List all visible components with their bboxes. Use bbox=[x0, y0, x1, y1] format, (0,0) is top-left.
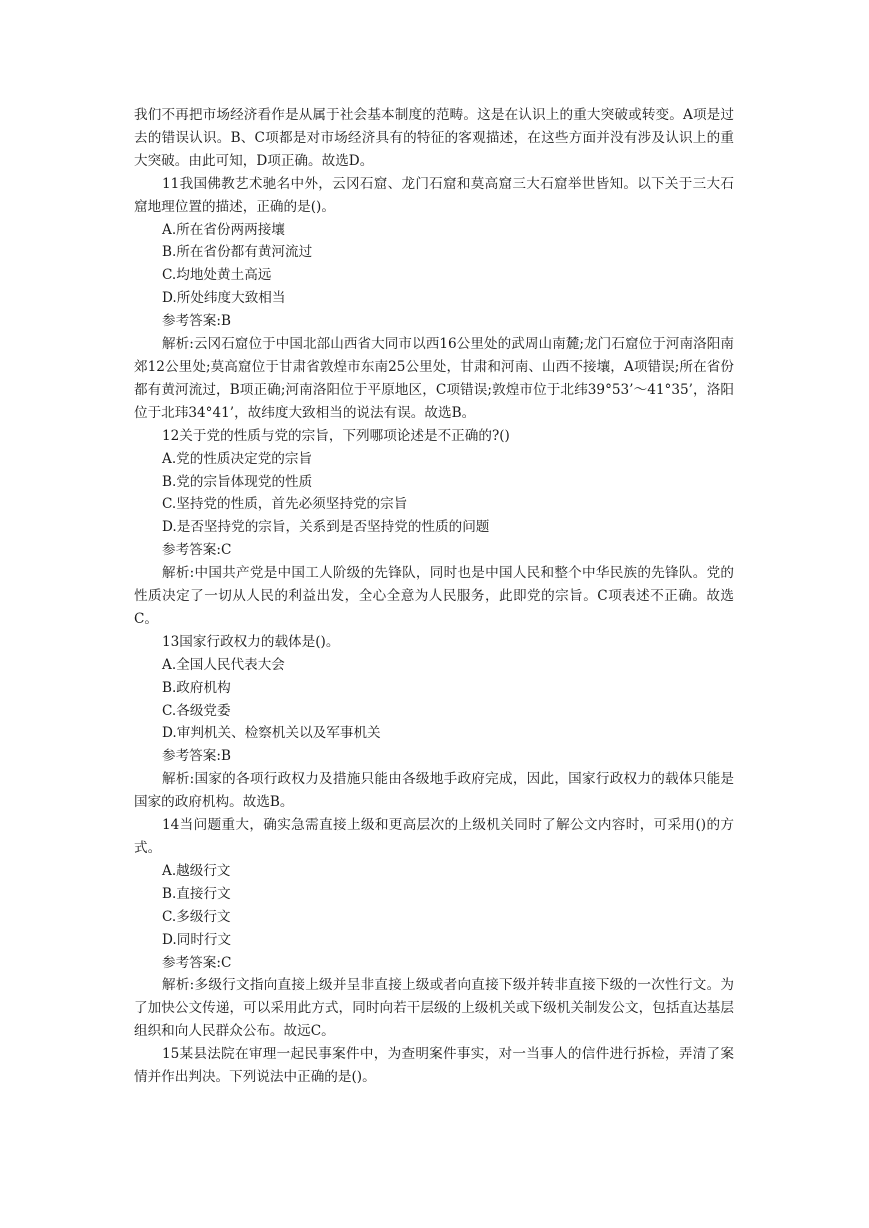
option-c: C.多级行文 bbox=[162, 908, 231, 925]
intro-paragraph: 我们不再把市场经济看作是从属于社会基本制度的范畴。这是在认识上的重大突破或转变。A项是过去的错误认识。B、C项都是对市场经济具有的特征的客观描述，在这些方面并没有涉及认识上的重大突破。由此可知，D项正确。故选D。 bbox=[134, 107, 734, 169]
answer-line: 参考答案:C bbox=[162, 954, 232, 971]
answer-line: 参考答案:C bbox=[162, 542, 232, 559]
option-d: D.审判机关、检察机关以及军事机关 bbox=[162, 725, 381, 742]
question-stem: 14当问题重大，确实急需直接上级和更高层次的上级机关同时了解公文内容时，可采用()的方式。 bbox=[134, 817, 734, 856]
question-block bbox=[134, 814, 734, 1043]
question-block bbox=[134, 173, 734, 425]
question-stem: 12关于党的性质与党的宗旨，下列哪项论述是不正确的?() bbox=[162, 427, 510, 444]
question-stem: 11我国佛教艺术驰名中外，云冈石窟、龙门石窟和莫高窟三大石窟举世皆知。以下关于三大石窟地理位置的描述，正确的是()。 bbox=[134, 175, 734, 215]
question-stem: 15某县法院在审理一起民事案件中，为查明案件事实，对一当事人的信件进行拆检，弄清了案情并作出判决。下列说法中正确的是()。 bbox=[134, 1046, 734, 1086]
option-b: B.直接行文 bbox=[162, 885, 231, 902]
option-c: C.各级党委 bbox=[162, 702, 231, 719]
analysis-paragraph: 解析:中国共产党是中国工人阶级的先锋队，同时也是中国人民和整个中华民族的先锋队。党的性质决定了一切从人民的利益出发，全心全意为人民服务，此即党的宗旨。C项表述不正确。故选C。 bbox=[134, 565, 734, 627]
option-a: A.所在省份两两接壤 bbox=[162, 221, 285, 238]
question-block bbox=[134, 1043, 734, 1089]
option-a: A.越级行文 bbox=[162, 862, 231, 879]
answer-line: 参考答案:B bbox=[162, 748, 231, 765]
option-c: C.坚持党的性质，首先必须坚持党的宗旨 bbox=[162, 496, 408, 513]
question-stem: 13国家行政权力的载体是()。 bbox=[162, 633, 340, 650]
option-b: B.所在省份都有黄河流过 bbox=[162, 244, 313, 261]
answer-line: 参考答案:B bbox=[162, 313, 231, 330]
analysis-paragraph: 解析:国家的各项行政权力及措施只能由各级地手政府完成，因此，国家行政权力的载体只能是国家的政府机构。故选B。 bbox=[134, 771, 734, 811]
option-b: B.政府机构 bbox=[162, 679, 231, 696]
analysis-paragraph: 解析:多级行文指向直接上级并呈非直接上级或者向直接下级并转非直接下级的一次性行文。为了加快公文传递，可以采用此方式，同时向若干层级的上级机关或下级机关制发公文，包括直达基层组织和向人民群众公布。故远C。 bbox=[134, 977, 734, 1040]
option-b: B.党的宗旨体现党的性质 bbox=[162, 473, 313, 490]
option-d: D.所处纬度大致相当 bbox=[162, 290, 286, 307]
option-c: C.均地处黄土高远 bbox=[162, 267, 272, 284]
document-body bbox=[134, 104, 734, 1089]
option-d: D.同时行文 bbox=[162, 931, 232, 948]
question-block bbox=[134, 631, 734, 814]
option-d: D.是否坚持党的宗旨，关系到是否坚持党的性质的问题 bbox=[162, 519, 490, 536]
option-a: A.党的性质决定党的宗旨 bbox=[162, 450, 313, 467]
analysis-paragraph: 解析:云冈石窟位于中国北部山西省大同市以西16公里处的武周山南麓;龙门石窟位于河南洛阳南郊12公里处;莫高窟位于甘肃省敦煌市东南25公里处，甘肃和河南、山西不接壤，A项错误;所在省份都有黄河流过，B项正确;河南洛阳位于平原地区，C项错误;敦煌市位于北纬39°53’～41°35’，洛阳位于北玮34°41’，故纬度大致相当的说法有误。故选B。 bbox=[134, 336, 734, 421]
question-block bbox=[134, 425, 734, 631]
option-a: A.全国人民代表大会 bbox=[162, 656, 285, 673]
